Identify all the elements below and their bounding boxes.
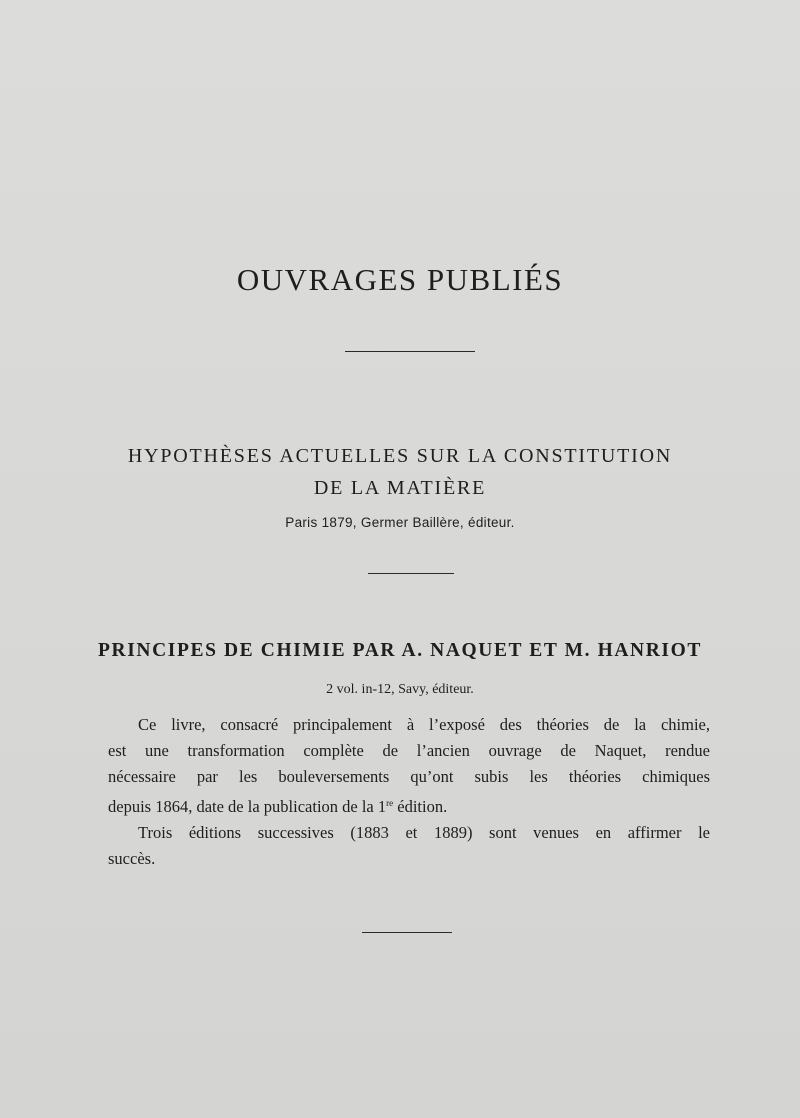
para2-line1: Trois éditions successives (1883 et 1889) sont venues en affirmer le xyxy=(138,823,710,842)
para1-line4-end: édition. xyxy=(393,797,448,816)
work1-publication: Paris 1879, Germer Baillère, éditeur. xyxy=(285,515,515,530)
para1-line4 xyxy=(108,790,710,820)
section-divider-1 xyxy=(368,573,454,574)
para1-line3: nécessaire par les bouleversements qu’ont subis les théories chimiques xyxy=(108,767,710,786)
work1-title-line2: DE LA MATIÈRE xyxy=(313,477,487,499)
work1-title-line1: HYPOTHÈSES ACTUELLES SUR LA CONSTITUTION xyxy=(127,445,673,467)
para1-line2: est une transformation complète de l’ancien ouvrage de Naquet, rendue xyxy=(108,741,710,760)
page-heading: OUVRAGES PUBLIÉS xyxy=(236,262,564,297)
para1-line4-text: depuis 1864, date de la publication de la 1 xyxy=(108,797,387,816)
heading-divider xyxy=(345,351,475,352)
para2-line2: succès. xyxy=(108,849,156,868)
work2-publication: 2 vol. in-12, Savy, éditeur. xyxy=(326,682,474,697)
work2-description xyxy=(108,712,710,872)
work1-title xyxy=(0,440,800,504)
work2-title: PRINCIPES DE CHIMIE PAR A. NAQUET ET M. HANRIOT xyxy=(98,640,702,661)
section-divider-2 xyxy=(362,932,452,933)
edition-superscript: re xyxy=(386,798,394,808)
para1-line1: Ce livre, consacré principalement à l’exposé des théories de la chimie, xyxy=(138,715,710,734)
